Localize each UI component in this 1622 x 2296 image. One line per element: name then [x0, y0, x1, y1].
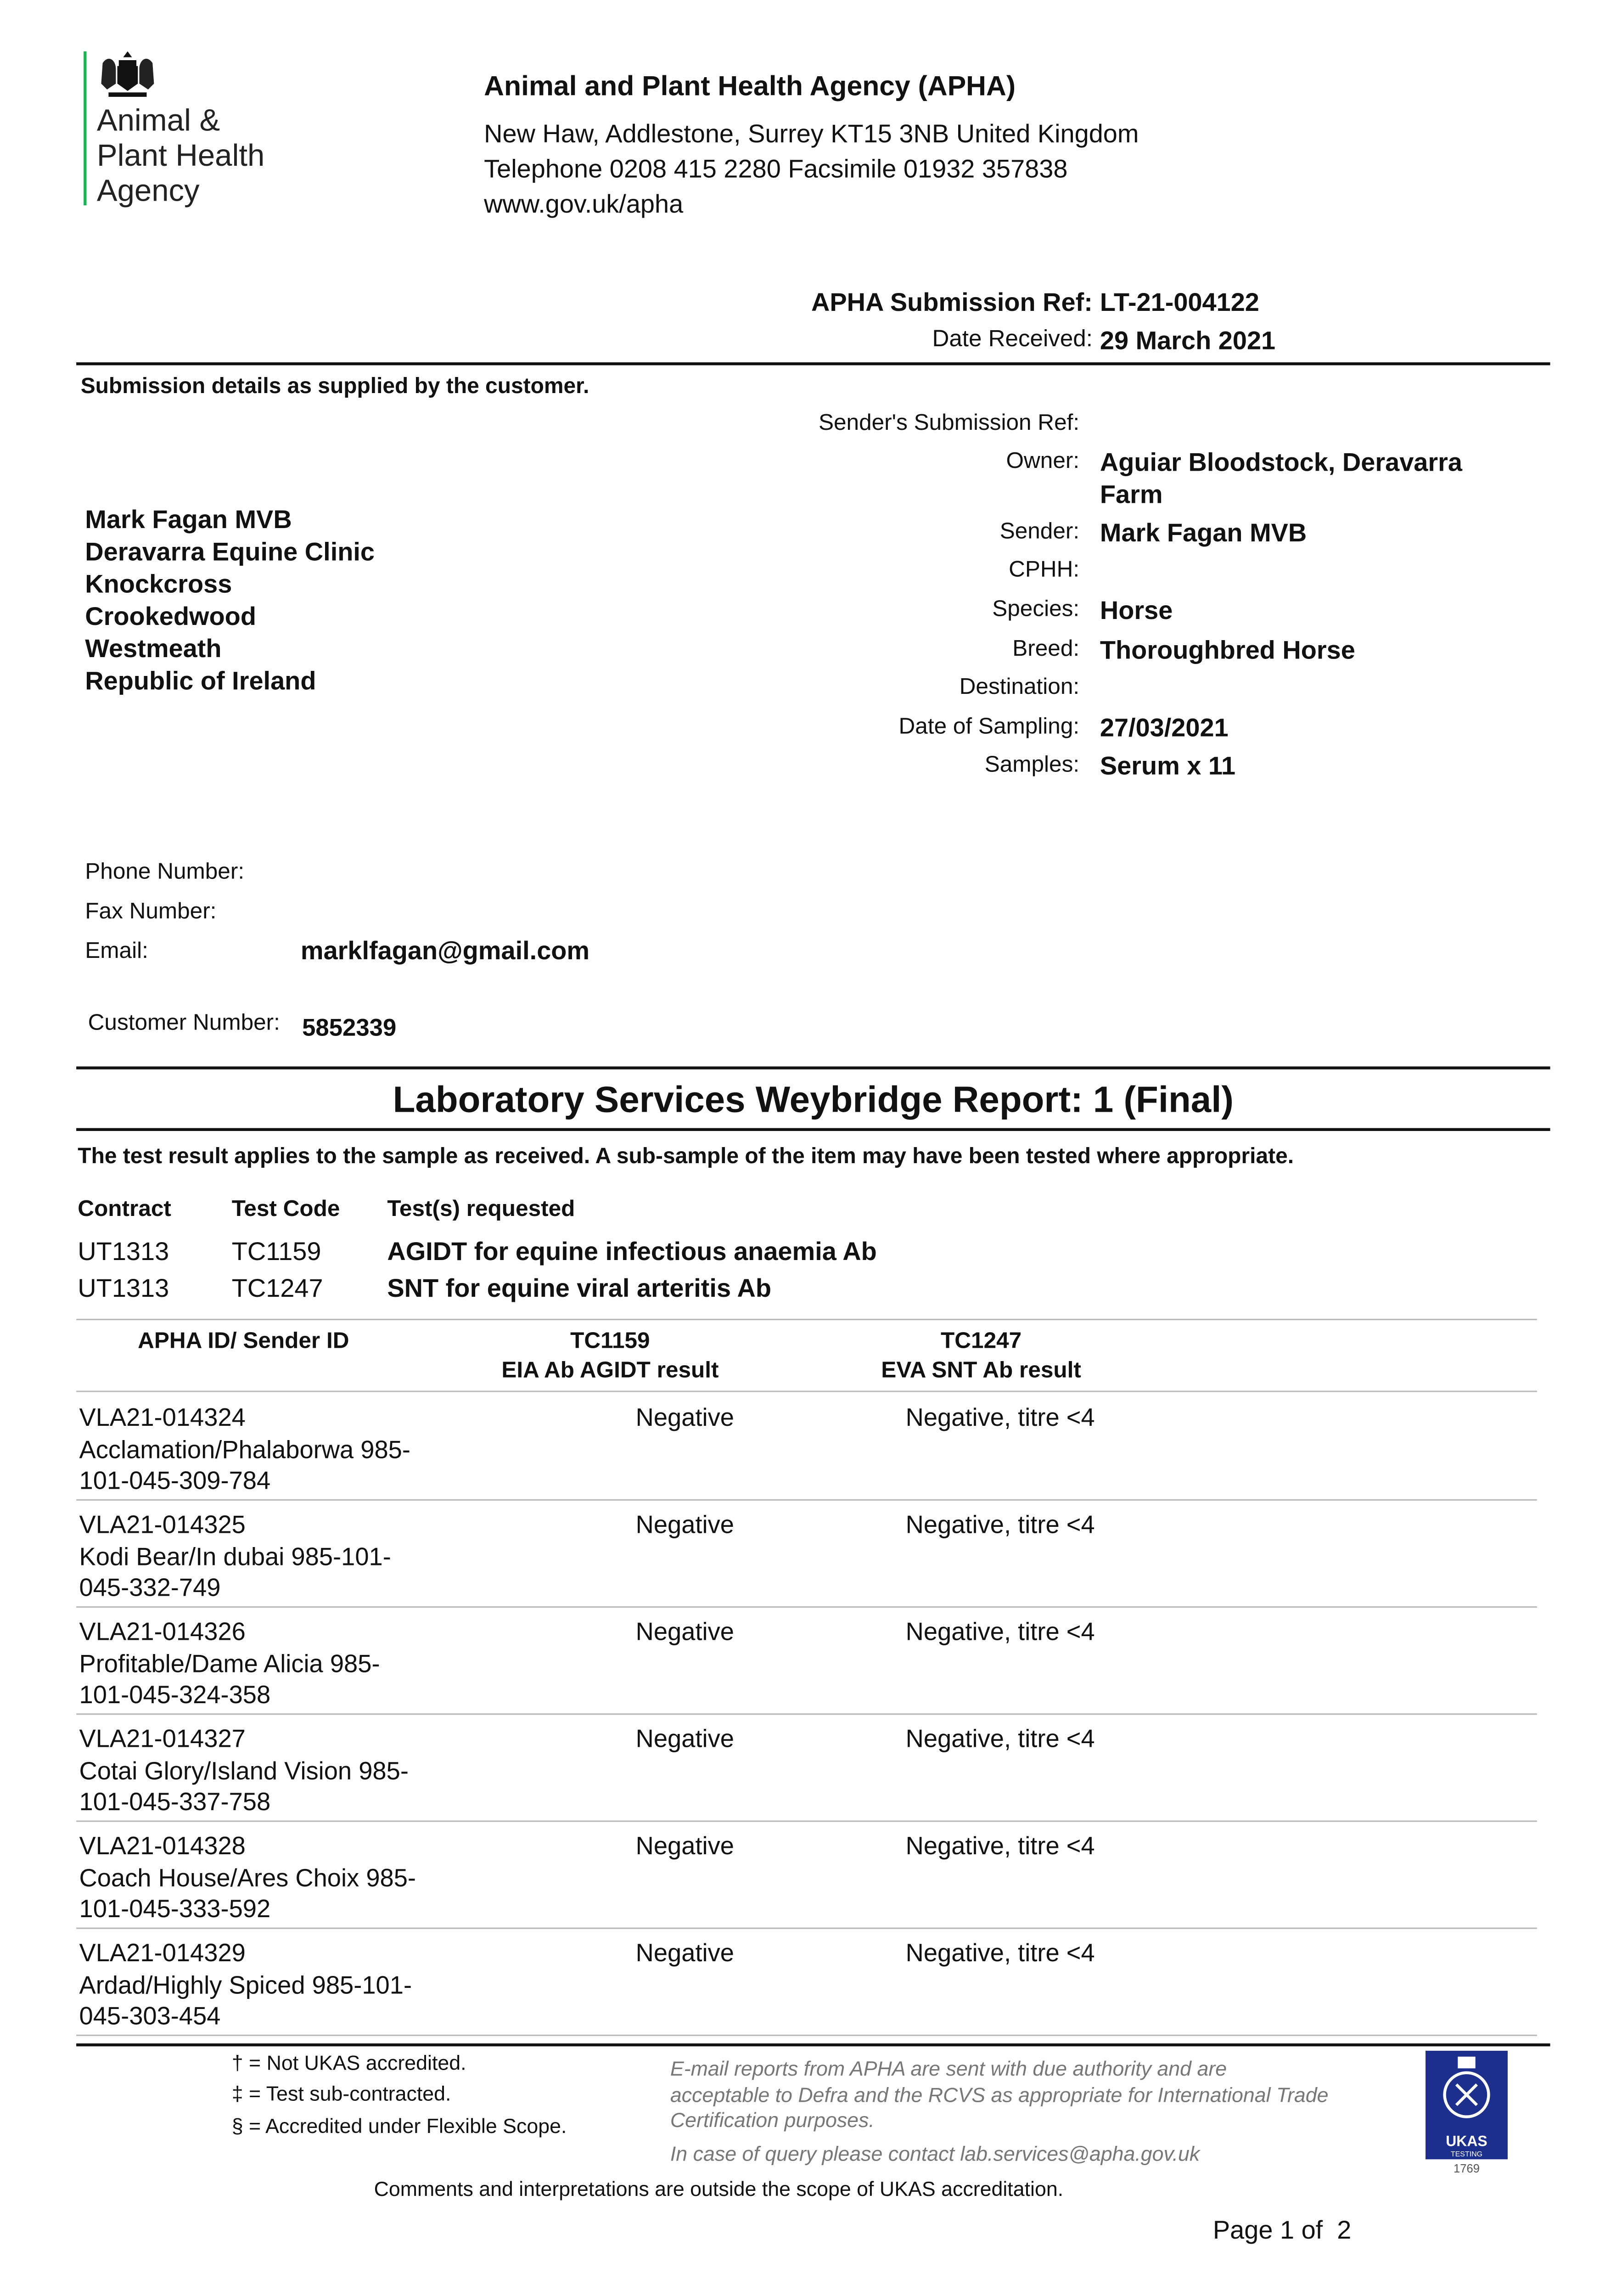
report-note: The test result applies to the sample as received. A sub-sample of the item may have been tested where appropriate.	[78, 1144, 1294, 1170]
eia-result: Negative	[635, 1725, 734, 1753]
eva-code: TC1247	[941, 1329, 1022, 1354]
apha-id: VLA21-014329	[79, 1939, 246, 1967]
tests-requested-header: Test(s) requested	[387, 1197, 575, 1222]
eva-title: EVA SNT Ab result	[881, 1358, 1081, 1384]
test-code-header: Test Code	[231, 1197, 340, 1222]
phone-label: Phone Number:	[85, 859, 245, 885]
ukas-sub: TESTING	[1450, 2150, 1483, 2160]
apha-id: VLA21-014325	[79, 1511, 246, 1539]
report-title: Laboratory Services Weybridge Report: 1 (Final)	[393, 1080, 1234, 1121]
result-row	[76, 1928, 1537, 2036]
email-authority-note: E-mail reports from APHA are sent with due authority and are acceptable to Defra and the RCVS as appropriate for International Trade Certification purposes.	[670, 2056, 1329, 2132]
address-line: Westmeath	[85, 634, 222, 663]
sender-id: Cotai Glory/Island Vision 985-101-045-337-758	[79, 1756, 409, 1816]
customer-number: 5852339	[302, 1015, 397, 1042]
eia-title: EIA Ab AGIDT result	[501, 1358, 719, 1384]
field-value: Horse	[1100, 595, 1173, 625]
sender-address	[85, 503, 375, 697]
field-label: Samples:	[984, 752, 1080, 778]
footnote-subcontracted: ‡ = Test sub-contracted.	[231, 2081, 451, 2105]
sample-id-cell	[79, 1509, 417, 1604]
agency-website[interactable]: www.gov.uk/apha	[484, 189, 684, 219]
query-contact: In case of query please contact lab.services@apha.gov.uk	[670, 2141, 1200, 2166]
eia-result: Negative	[635, 1939, 734, 1967]
ukas-number: 1769	[1454, 2162, 1480, 2176]
sample-id-cell	[79, 1616, 417, 1711]
divider	[76, 1128, 1550, 1131]
logo-line: Plant Health	[96, 139, 265, 173]
sample-id-cell	[79, 1402, 417, 1497]
divider	[76, 2043, 1550, 2046]
eva-result: Negative, titre <4	[905, 1832, 1095, 1860]
address-line: Knockcross	[85, 569, 232, 599]
address-line: Republic of Ireland	[85, 666, 316, 696]
contract: UT1313	[78, 1273, 169, 1303]
comments-note: Comments and interpretations are outside the scope of UKAS accreditation.	[374, 2177, 1064, 2200]
field-label: Date of Sampling:	[898, 714, 1080, 740]
eva-result: Negative, titre <4	[905, 1511, 1095, 1539]
eia-result: Negative	[635, 1404, 734, 1432]
field-label: Destination:	[959, 675, 1080, 700]
agency-contact	[484, 116, 1139, 221]
eva-result: Negative, titre <4	[905, 1939, 1095, 1967]
field-label: Owner:	[1006, 449, 1080, 474]
sender-id: Coach House/Ares Choix 985-101-045-333-592	[79, 1863, 416, 1923]
email-label: Email:	[85, 939, 148, 964]
field-label: CPHH:	[1009, 557, 1080, 583]
field-label: Breed:	[1012, 636, 1080, 662]
ukas-crown-icon	[1426, 2051, 1508, 2127]
fax-label: Fax Number:	[85, 899, 217, 924]
field-value: Aguiar Bloodstock, Deravarra Farm	[1100, 447, 1463, 509]
agency-name: Animal and Plant Health Agency (APHA)	[484, 72, 1016, 103]
ukas-text: UKAS	[1446, 2134, 1487, 2151]
eva-column-header	[835, 1328, 1128, 1386]
footnote-not-accredited: † = Not UKAS accredited.	[231, 2050, 466, 2075]
eia-column-header	[463, 1328, 757, 1386]
eia-result: Negative	[635, 1832, 734, 1860]
divider	[76, 1066, 1550, 1069]
logo-accent-bar	[84, 51, 86, 205]
result-row	[76, 1499, 1537, 1608]
sender-id: Kodi Bear/In dubai 985-101-045-332-749	[79, 1542, 391, 1602]
test-code: TC1159	[231, 1236, 321, 1266]
logo-line: Agency	[96, 174, 200, 208]
result-row	[76, 1820, 1537, 1929]
date-received: 29 March 2021	[1100, 326, 1276, 355]
submission-ref: LT-21-004122	[1100, 287, 1259, 317]
eia-code: TC1159	[570, 1329, 650, 1354]
sample-id-cell	[79, 1831, 417, 1925]
eva-result: Negative, titre <4	[905, 1618, 1095, 1646]
id-column-header: APHA ID/ Sender ID	[138, 1329, 349, 1354]
apha-id: VLA21-014328	[79, 1832, 246, 1860]
field-label: Sender:	[999, 519, 1080, 545]
divider	[76, 1319, 1537, 1320]
sender-id: Ardad/Highly Spiced 985-101-045-303-454	[79, 1970, 412, 2031]
royal-crest-icon	[97, 48, 158, 106]
divider	[76, 362, 1550, 365]
sender-id: Profitable/Dame Alicia 985-101-045-324-358	[79, 1649, 380, 1709]
eia-result: Negative	[635, 1618, 734, 1646]
sample-id-cell	[79, 1724, 417, 1818]
page-number: Page 1 of 2	[1212, 2215, 1352, 2245]
field-value: Serum x 11	[1100, 751, 1236, 781]
logo-text	[97, 104, 264, 210]
test-requested: SNT for equine viral arteritis Ab	[387, 1273, 772, 1303]
sender-id: Acclamation/Phalaborwa 985-101-045-309-784	[79, 1435, 411, 1495]
field-label: Species:	[992, 597, 1080, 622]
apha-id: VLA21-014324	[79, 1404, 246, 1432]
email-value[interactable]: marklfagan@gmail.com	[300, 936, 590, 965]
agency-phone-fax: Telephone 0208 415 2280 Facsimile 01932 357838	[484, 154, 1068, 184]
address-line: Crookedwood	[85, 601, 256, 631]
field-label: Sender's Submission Ref:	[818, 411, 1080, 436]
contract-header: Contract	[78, 1197, 171, 1222]
result-row	[76, 1713, 1537, 1822]
field-value: Mark Fagan MVB	[1100, 518, 1307, 547]
ukas-logo	[1426, 2051, 1508, 2159]
address-line: Mark Fagan MVB	[85, 504, 292, 534]
eia-result: Negative	[635, 1511, 734, 1539]
result-row	[76, 1606, 1537, 1715]
footnote-flexible-scope: § = Accredited under Flexible Scope.	[231, 2114, 567, 2138]
result-row	[76, 1392, 1537, 1501]
sample-id-cell	[79, 1938, 417, 2032]
contract: UT1313	[78, 1236, 169, 1266]
customer-number-label: Customer Number:	[88, 1011, 280, 1036]
field-value: Thoroughbred Horse	[1100, 635, 1355, 665]
date-received-label: Date Received:	[932, 327, 1093, 352]
test-code: TC1247	[231, 1273, 323, 1303]
agency-address: New Haw, Addlestone, Surrey KT15 3NB United Kingdom	[484, 118, 1139, 148]
submission-ref-label: APHA Submission Ref:	[811, 287, 1093, 317]
logo-line: Animal &	[96, 104, 220, 138]
field-value: 27/03/2021	[1100, 713, 1229, 743]
test-requested: AGIDT for equine infectious anaemia Ab	[387, 1236, 877, 1266]
details-heading: Submission details as supplied by the customer.	[80, 374, 589, 399]
eva-result: Negative, titre <4	[905, 1404, 1095, 1432]
address-line: Deravarra Equine Clinic	[85, 537, 375, 567]
apha-id: VLA21-014326	[79, 1618, 246, 1646]
eva-result: Negative, titre <4	[905, 1725, 1095, 1753]
apha-id: VLA21-014327	[79, 1725, 246, 1753]
